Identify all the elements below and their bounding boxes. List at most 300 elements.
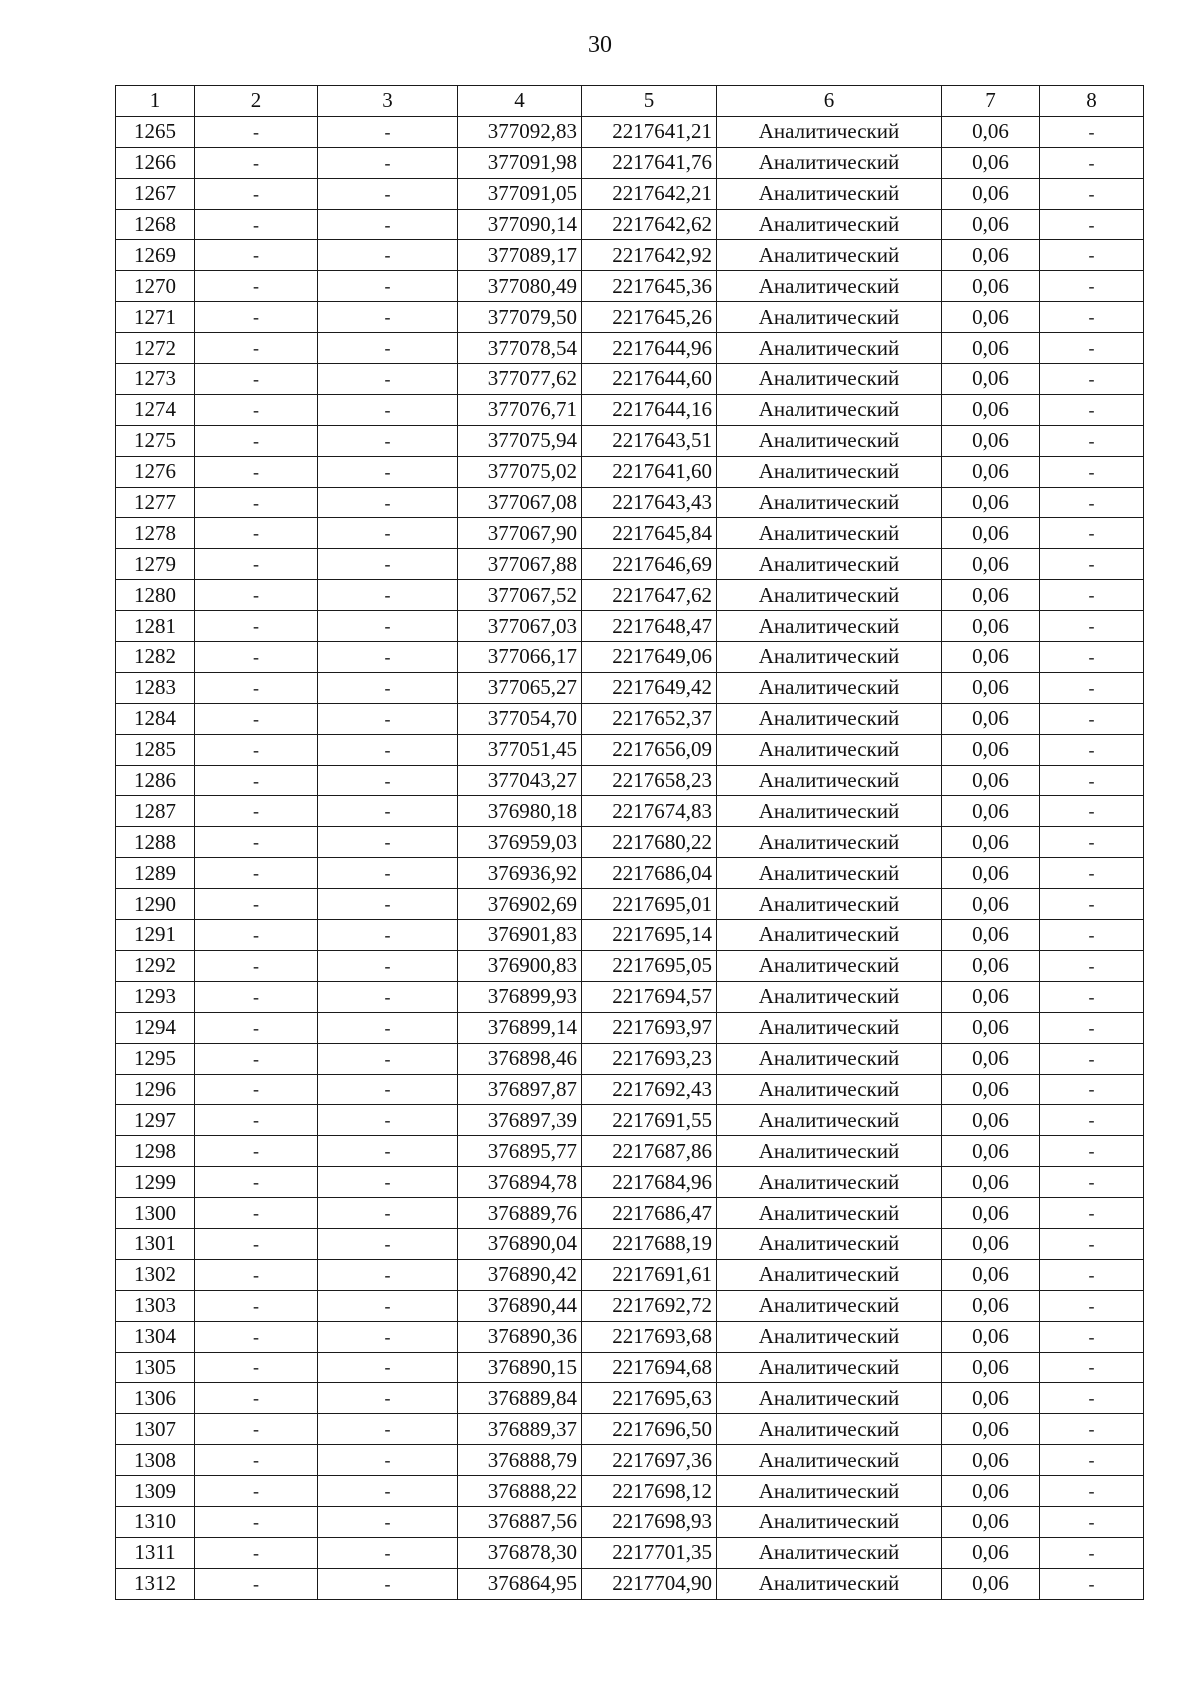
method-cell: Аналитический bbox=[717, 858, 942, 889]
col-2-cell: - bbox=[195, 1321, 318, 1352]
col-3-cell: - bbox=[318, 1259, 458, 1290]
accuracy-cell: 0,06 bbox=[942, 487, 1040, 518]
col-3-cell: - bbox=[318, 981, 458, 1012]
col-8-cell: - bbox=[1040, 765, 1144, 796]
x-coordinate-cell: 376899,14 bbox=[458, 1012, 582, 1043]
table-row bbox=[116, 425, 1144, 456]
accuracy-cell: 0,06 bbox=[942, 333, 1040, 364]
method-cell: Аналитический bbox=[717, 611, 942, 642]
col-3-cell: - bbox=[318, 518, 458, 549]
table-row bbox=[116, 1568, 1144, 1599]
accuracy-cell: 0,06 bbox=[942, 1043, 1040, 1074]
point-number-cell: 1267 bbox=[116, 178, 195, 209]
method-cell: Аналитический bbox=[717, 1290, 942, 1321]
x-coordinate-cell: 377066,17 bbox=[458, 642, 582, 673]
col-2-cell: - bbox=[195, 1012, 318, 1043]
col-8-cell: - bbox=[1040, 425, 1144, 456]
point-number-cell: 1300 bbox=[116, 1198, 195, 1229]
col-3-cell: - bbox=[318, 487, 458, 518]
point-number-cell: 1285 bbox=[116, 734, 195, 765]
y-coordinate-cell: 2217658,23 bbox=[582, 765, 717, 796]
accuracy-cell: 0,06 bbox=[942, 1198, 1040, 1229]
col-3-cell: - bbox=[318, 209, 458, 240]
col-3-cell: - bbox=[318, 1228, 458, 1259]
point-number-cell: 1312 bbox=[116, 1568, 195, 1599]
accuracy-cell: 0,06 bbox=[942, 1568, 1040, 1599]
col-2-cell: - bbox=[195, 1198, 318, 1229]
y-coordinate-cell: 2217691,55 bbox=[582, 1105, 717, 1136]
x-coordinate-cell: 377077,62 bbox=[458, 364, 582, 395]
point-number-cell: 1299 bbox=[116, 1167, 195, 1198]
col-2-cell: - bbox=[195, 1568, 318, 1599]
table-row bbox=[116, 240, 1144, 271]
col-2-cell: - bbox=[195, 1290, 318, 1321]
col-8-cell: - bbox=[1040, 1136, 1144, 1167]
method-cell: Аналитический bbox=[717, 1259, 942, 1290]
table-row bbox=[116, 394, 1144, 425]
x-coordinate-cell: 377075,02 bbox=[458, 456, 582, 487]
x-coordinate-cell: 376889,37 bbox=[458, 1414, 582, 1445]
col-3-cell: - bbox=[318, 1537, 458, 1568]
table-row bbox=[116, 950, 1144, 981]
col-3-cell: - bbox=[318, 1568, 458, 1599]
y-coordinate-cell: 2217644,96 bbox=[582, 333, 717, 364]
header-cell-col-2: 2 bbox=[195, 86, 318, 117]
accuracy-cell: 0,06 bbox=[942, 549, 1040, 580]
y-coordinate-cell: 2217691,61 bbox=[582, 1259, 717, 1290]
y-coordinate-cell: 2217694,68 bbox=[582, 1352, 717, 1383]
col-3-cell: - bbox=[318, 580, 458, 611]
col-8-cell: - bbox=[1040, 518, 1144, 549]
point-number-cell: 1271 bbox=[116, 302, 195, 333]
y-coordinate-cell: 2217692,72 bbox=[582, 1290, 717, 1321]
accuracy-cell: 0,06 bbox=[942, 611, 1040, 642]
x-coordinate-cell: 377089,17 bbox=[458, 240, 582, 271]
x-coordinate-cell: 377065,27 bbox=[458, 672, 582, 703]
x-coordinate-cell: 376890,42 bbox=[458, 1259, 582, 1290]
point-number-cell: 1310 bbox=[116, 1506, 195, 1537]
x-coordinate-cell: 376901,83 bbox=[458, 920, 582, 951]
table-row bbox=[116, 209, 1144, 240]
y-coordinate-cell: 2217695,01 bbox=[582, 889, 717, 920]
col-8-cell: - bbox=[1040, 1506, 1144, 1537]
point-number-cell: 1306 bbox=[116, 1383, 195, 1414]
y-coordinate-cell: 2217684,96 bbox=[582, 1167, 717, 1198]
col-3-cell: - bbox=[318, 1105, 458, 1136]
table-row bbox=[116, 1414, 1144, 1445]
accuracy-cell: 0,06 bbox=[942, 1506, 1040, 1537]
col-2-cell: - bbox=[195, 271, 318, 302]
header-cell-col-1: 1 bbox=[116, 86, 195, 117]
x-coordinate-cell: 376902,69 bbox=[458, 889, 582, 920]
y-coordinate-cell: 2217695,14 bbox=[582, 920, 717, 951]
col-8-cell: - bbox=[1040, 1198, 1144, 1229]
col-2-cell: - bbox=[195, 703, 318, 734]
col-8-cell: - bbox=[1040, 147, 1144, 178]
table-row bbox=[116, 1506, 1144, 1537]
accuracy-cell: 0,06 bbox=[942, 1321, 1040, 1352]
col-2-cell: - bbox=[195, 1228, 318, 1259]
table-row bbox=[116, 1383, 1144, 1414]
table-row bbox=[116, 703, 1144, 734]
x-coordinate-cell: 376889,84 bbox=[458, 1383, 582, 1414]
table-row bbox=[116, 1043, 1144, 1074]
col-3-cell: - bbox=[318, 827, 458, 858]
col-3-cell: - bbox=[318, 672, 458, 703]
header-cell-col-3: 3 bbox=[318, 86, 458, 117]
y-coordinate-cell: 2217649,06 bbox=[582, 642, 717, 673]
point-number-cell: 1293 bbox=[116, 981, 195, 1012]
table-row bbox=[116, 672, 1144, 703]
y-coordinate-cell: 2217686,04 bbox=[582, 858, 717, 889]
point-number-cell: 1307 bbox=[116, 1414, 195, 1445]
col-8-cell: - bbox=[1040, 1290, 1144, 1321]
table-row bbox=[116, 1198, 1144, 1229]
accuracy-cell: 0,06 bbox=[942, 394, 1040, 425]
table-row bbox=[116, 549, 1144, 580]
x-coordinate-cell: 376888,79 bbox=[458, 1445, 582, 1476]
point-number-cell: 1266 bbox=[116, 147, 195, 178]
col-2-cell: - bbox=[195, 1445, 318, 1476]
accuracy-cell: 0,06 bbox=[942, 703, 1040, 734]
point-number-cell: 1302 bbox=[116, 1259, 195, 1290]
point-number-cell: 1309 bbox=[116, 1476, 195, 1507]
table-header bbox=[116, 86, 1144, 117]
y-coordinate-cell: 2217698,93 bbox=[582, 1506, 717, 1537]
header-cell-col-6: 6 bbox=[717, 86, 942, 117]
x-coordinate-cell: 376895,77 bbox=[458, 1136, 582, 1167]
col-2-cell: - bbox=[195, 487, 318, 518]
method-cell: Аналитический bbox=[717, 487, 942, 518]
point-number-cell: 1270 bbox=[116, 271, 195, 302]
accuracy-cell: 0,06 bbox=[942, 518, 1040, 549]
point-number-cell: 1282 bbox=[116, 642, 195, 673]
col-3-cell: - bbox=[318, 611, 458, 642]
accuracy-cell: 0,06 bbox=[942, 889, 1040, 920]
x-coordinate-cell: 377079,50 bbox=[458, 302, 582, 333]
col-2-cell: - bbox=[195, 1506, 318, 1537]
accuracy-cell: 0,06 bbox=[942, 1414, 1040, 1445]
y-coordinate-cell: 2217646,69 bbox=[582, 549, 717, 580]
method-cell: Аналитический bbox=[717, 734, 942, 765]
y-coordinate-cell: 2217680,22 bbox=[582, 827, 717, 858]
point-number-cell: 1287 bbox=[116, 796, 195, 827]
col-2-cell: - bbox=[195, 1414, 318, 1445]
method-cell: Аналитический bbox=[717, 116, 942, 147]
method-cell: Аналитический bbox=[717, 518, 942, 549]
col-8-cell: - bbox=[1040, 333, 1144, 364]
col-8-cell: - bbox=[1040, 889, 1144, 920]
table-row bbox=[116, 1012, 1144, 1043]
point-number-cell: 1268 bbox=[116, 209, 195, 240]
col-2-cell: - bbox=[195, 456, 318, 487]
page-number: 30 bbox=[588, 32, 612, 58]
method-cell: Аналитический bbox=[717, 1105, 942, 1136]
method-cell: Аналитический bbox=[717, 1321, 942, 1352]
table-row bbox=[116, 116, 1144, 147]
col-3-cell: - bbox=[318, 1290, 458, 1321]
col-2-cell: - bbox=[195, 425, 318, 456]
header-cell-col-4: 4 bbox=[458, 86, 582, 117]
table-row bbox=[116, 981, 1144, 1012]
method-cell: Аналитический bbox=[717, 580, 942, 611]
method-cell: Аналитический bbox=[717, 1136, 942, 1167]
table-row bbox=[116, 333, 1144, 364]
point-number-cell: 1265 bbox=[116, 116, 195, 147]
col-3-cell: - bbox=[318, 364, 458, 395]
col-3-cell: - bbox=[318, 394, 458, 425]
x-coordinate-cell: 377080,49 bbox=[458, 271, 582, 302]
x-coordinate-cell: 377067,52 bbox=[458, 580, 582, 611]
x-coordinate-cell: 377090,14 bbox=[458, 209, 582, 240]
col-8-cell: - bbox=[1040, 1105, 1144, 1136]
method-cell: Аналитический bbox=[717, 950, 942, 981]
col-8-cell: - bbox=[1040, 1259, 1144, 1290]
col-8-cell: - bbox=[1040, 1012, 1144, 1043]
col-3-cell: - bbox=[318, 858, 458, 889]
x-coordinate-cell: 376890,04 bbox=[458, 1228, 582, 1259]
x-coordinate-cell: 377054,70 bbox=[458, 703, 582, 734]
point-number-cell: 1292 bbox=[116, 950, 195, 981]
col-3-cell: - bbox=[318, 1074, 458, 1105]
col-2-cell: - bbox=[195, 209, 318, 240]
x-coordinate-cell: 376890,44 bbox=[458, 1290, 582, 1321]
col-3-cell: - bbox=[318, 147, 458, 178]
col-8-cell: - bbox=[1040, 796, 1144, 827]
col-8-cell: - bbox=[1040, 1445, 1144, 1476]
col-3-cell: - bbox=[318, 920, 458, 951]
y-coordinate-cell: 2217648,47 bbox=[582, 611, 717, 642]
y-coordinate-cell: 2217642,21 bbox=[582, 178, 717, 209]
table-row bbox=[116, 364, 1144, 395]
point-number-cell: 1291 bbox=[116, 920, 195, 951]
y-coordinate-cell: 2217645,36 bbox=[582, 271, 717, 302]
x-coordinate-cell: 376890,15 bbox=[458, 1352, 582, 1383]
table-row bbox=[116, 1321, 1144, 1352]
col-2-cell: - bbox=[195, 765, 318, 796]
x-coordinate-cell: 376900,83 bbox=[458, 950, 582, 981]
x-coordinate-cell: 377067,88 bbox=[458, 549, 582, 580]
point-number-cell: 1280 bbox=[116, 580, 195, 611]
y-coordinate-cell: 2217695,05 bbox=[582, 950, 717, 981]
table-row bbox=[116, 1445, 1144, 1476]
method-cell: Аналитический bbox=[717, 827, 942, 858]
y-coordinate-cell: 2217641,60 bbox=[582, 456, 717, 487]
col-8-cell: - bbox=[1040, 703, 1144, 734]
x-coordinate-cell: 376959,03 bbox=[458, 827, 582, 858]
col-2-cell: - bbox=[195, 858, 318, 889]
method-cell: Аналитический bbox=[717, 240, 942, 271]
table-row bbox=[116, 734, 1144, 765]
x-coordinate-cell: 376888,22 bbox=[458, 1476, 582, 1507]
accuracy-cell: 0,06 bbox=[942, 1476, 1040, 1507]
accuracy-cell: 0,06 bbox=[942, 765, 1040, 796]
y-coordinate-cell: 2217694,57 bbox=[582, 981, 717, 1012]
method-cell: Аналитический bbox=[717, 425, 942, 456]
table-row bbox=[116, 920, 1144, 951]
method-cell: Аналитический bbox=[717, 1043, 942, 1074]
col-3-cell: - bbox=[318, 703, 458, 734]
col-3-cell: - bbox=[318, 1012, 458, 1043]
method-cell: Аналитический bbox=[717, 1012, 942, 1043]
accuracy-cell: 0,06 bbox=[942, 1105, 1040, 1136]
method-cell: Аналитический bbox=[717, 672, 942, 703]
accuracy-cell: 0,06 bbox=[942, 734, 1040, 765]
x-coordinate-cell: 376897,87 bbox=[458, 1074, 582, 1105]
point-number-cell: 1274 bbox=[116, 394, 195, 425]
point-number-cell: 1288 bbox=[116, 827, 195, 858]
col-2-cell: - bbox=[195, 611, 318, 642]
col-2-cell: - bbox=[195, 1259, 318, 1290]
point-number-cell: 1301 bbox=[116, 1228, 195, 1259]
col-8-cell: - bbox=[1040, 1383, 1144, 1414]
col-8-cell: - bbox=[1040, 1043, 1144, 1074]
method-cell: Аналитический bbox=[717, 1568, 942, 1599]
col-8-cell: - bbox=[1040, 394, 1144, 425]
col-8-cell: - bbox=[1040, 1352, 1144, 1383]
col-8-cell: - bbox=[1040, 456, 1144, 487]
header-cell-col-8: 8 bbox=[1040, 86, 1144, 117]
table-row bbox=[116, 1105, 1144, 1136]
y-coordinate-cell: 2217643,51 bbox=[582, 425, 717, 456]
method-cell: Аналитический bbox=[717, 147, 942, 178]
table-row bbox=[116, 1290, 1144, 1321]
accuracy-cell: 0,06 bbox=[942, 456, 1040, 487]
method-cell: Аналитический bbox=[717, 178, 942, 209]
col-3-cell: - bbox=[318, 302, 458, 333]
table-row bbox=[116, 456, 1144, 487]
method-cell: Аналитический bbox=[717, 1167, 942, 1198]
col-8-cell: - bbox=[1040, 981, 1144, 1012]
col-8-cell: - bbox=[1040, 1074, 1144, 1105]
table-row bbox=[116, 147, 1144, 178]
accuracy-cell: 0,06 bbox=[942, 147, 1040, 178]
col-8-cell: - bbox=[1040, 1414, 1144, 1445]
y-coordinate-cell: 2217692,43 bbox=[582, 1074, 717, 1105]
x-coordinate-cell: 376889,76 bbox=[458, 1198, 582, 1229]
point-number-cell: 1278 bbox=[116, 518, 195, 549]
y-coordinate-cell: 2217644,16 bbox=[582, 394, 717, 425]
col-8-cell: - bbox=[1040, 580, 1144, 611]
col-2-cell: - bbox=[195, 1167, 318, 1198]
col-8-cell: - bbox=[1040, 364, 1144, 395]
y-coordinate-cell: 2217701,35 bbox=[582, 1537, 717, 1568]
x-coordinate-cell: 376898,46 bbox=[458, 1043, 582, 1074]
table-row bbox=[116, 611, 1144, 642]
y-coordinate-cell: 2217643,43 bbox=[582, 487, 717, 518]
accuracy-cell: 0,06 bbox=[942, 858, 1040, 889]
method-cell: Аналитический bbox=[717, 1414, 942, 1445]
y-coordinate-cell: 2217693,68 bbox=[582, 1321, 717, 1352]
table-row bbox=[116, 889, 1144, 920]
col-2-cell: - bbox=[195, 672, 318, 703]
method-cell: Аналитический bbox=[717, 364, 942, 395]
method-cell: Аналитический bbox=[717, 1537, 942, 1568]
y-coordinate-cell: 2217645,84 bbox=[582, 518, 717, 549]
method-cell: Аналитический bbox=[717, 394, 942, 425]
y-coordinate-cell: 2217674,83 bbox=[582, 796, 717, 827]
point-number-cell: 1272 bbox=[116, 333, 195, 364]
method-cell: Аналитический bbox=[717, 209, 942, 240]
col-8-cell: - bbox=[1040, 858, 1144, 889]
col-3-cell: - bbox=[318, 1445, 458, 1476]
y-coordinate-cell: 2217642,92 bbox=[582, 240, 717, 271]
col-8-cell: - bbox=[1040, 178, 1144, 209]
table-row bbox=[116, 1476, 1144, 1507]
col-8-cell: - bbox=[1040, 549, 1144, 580]
accuracy-cell: 0,06 bbox=[942, 827, 1040, 858]
col-2-cell: - bbox=[195, 364, 318, 395]
y-coordinate-cell: 2217687,86 bbox=[582, 1136, 717, 1167]
point-number-cell: 1273 bbox=[116, 364, 195, 395]
method-cell: Аналитический bbox=[717, 1476, 942, 1507]
col-2-cell: - bbox=[195, 147, 318, 178]
col-2-cell: - bbox=[195, 302, 318, 333]
accuracy-cell: 0,06 bbox=[942, 1228, 1040, 1259]
y-coordinate-cell: 2217693,97 bbox=[582, 1012, 717, 1043]
col-3-cell: - bbox=[318, 796, 458, 827]
header-cell-col-7: 7 bbox=[942, 86, 1040, 117]
y-coordinate-cell: 2217693,23 bbox=[582, 1043, 717, 1074]
x-coordinate-cell: 377078,54 bbox=[458, 333, 582, 364]
col-8-cell: - bbox=[1040, 734, 1144, 765]
x-coordinate-cell: 376878,30 bbox=[458, 1537, 582, 1568]
col-3-cell: - bbox=[318, 1167, 458, 1198]
x-coordinate-cell: 377067,90 bbox=[458, 518, 582, 549]
table-row bbox=[116, 1074, 1144, 1105]
col-3-cell: - bbox=[318, 333, 458, 364]
x-coordinate-cell: 376899,93 bbox=[458, 981, 582, 1012]
y-coordinate-cell: 2217645,26 bbox=[582, 302, 717, 333]
col-2-cell: - bbox=[195, 950, 318, 981]
col-2-cell: - bbox=[195, 642, 318, 673]
y-coordinate-cell: 2217688,19 bbox=[582, 1228, 717, 1259]
accuracy-cell: 0,06 bbox=[942, 1074, 1040, 1105]
coordinates-table bbox=[115, 85, 1144, 1600]
accuracy-cell: 0,06 bbox=[942, 580, 1040, 611]
col-2-cell: - bbox=[195, 394, 318, 425]
point-number-cell: 1305 bbox=[116, 1352, 195, 1383]
table-row bbox=[116, 765, 1144, 796]
accuracy-cell: 0,06 bbox=[942, 271, 1040, 302]
x-coordinate-cell: 377075,94 bbox=[458, 425, 582, 456]
col-8-cell: - bbox=[1040, 1568, 1144, 1599]
col-8-cell: - bbox=[1040, 1476, 1144, 1507]
col-2-cell: - bbox=[195, 827, 318, 858]
method-cell: Аналитический bbox=[717, 549, 942, 580]
col-8-cell: - bbox=[1040, 240, 1144, 271]
col-3-cell: - bbox=[318, 1506, 458, 1537]
method-cell: Аналитический bbox=[717, 1228, 942, 1259]
col-2-cell: - bbox=[195, 1537, 318, 1568]
method-cell: Аналитический bbox=[717, 456, 942, 487]
col-8-cell: - bbox=[1040, 950, 1144, 981]
point-number-cell: 1295 bbox=[116, 1043, 195, 1074]
x-coordinate-cell: 376894,78 bbox=[458, 1167, 582, 1198]
x-coordinate-cell: 377092,83 bbox=[458, 116, 582, 147]
method-cell: Аналитический bbox=[717, 302, 942, 333]
col-2-cell: - bbox=[195, 1476, 318, 1507]
col-8-cell: - bbox=[1040, 920, 1144, 951]
table-row bbox=[116, 271, 1144, 302]
accuracy-cell: 0,06 bbox=[942, 1537, 1040, 1568]
col-8-cell: - bbox=[1040, 1537, 1144, 1568]
accuracy-cell: 0,06 bbox=[942, 1259, 1040, 1290]
point-number-cell: 1281 bbox=[116, 611, 195, 642]
accuracy-cell: 0,06 bbox=[942, 364, 1040, 395]
col-2-cell: - bbox=[195, 734, 318, 765]
x-coordinate-cell: 377051,45 bbox=[458, 734, 582, 765]
